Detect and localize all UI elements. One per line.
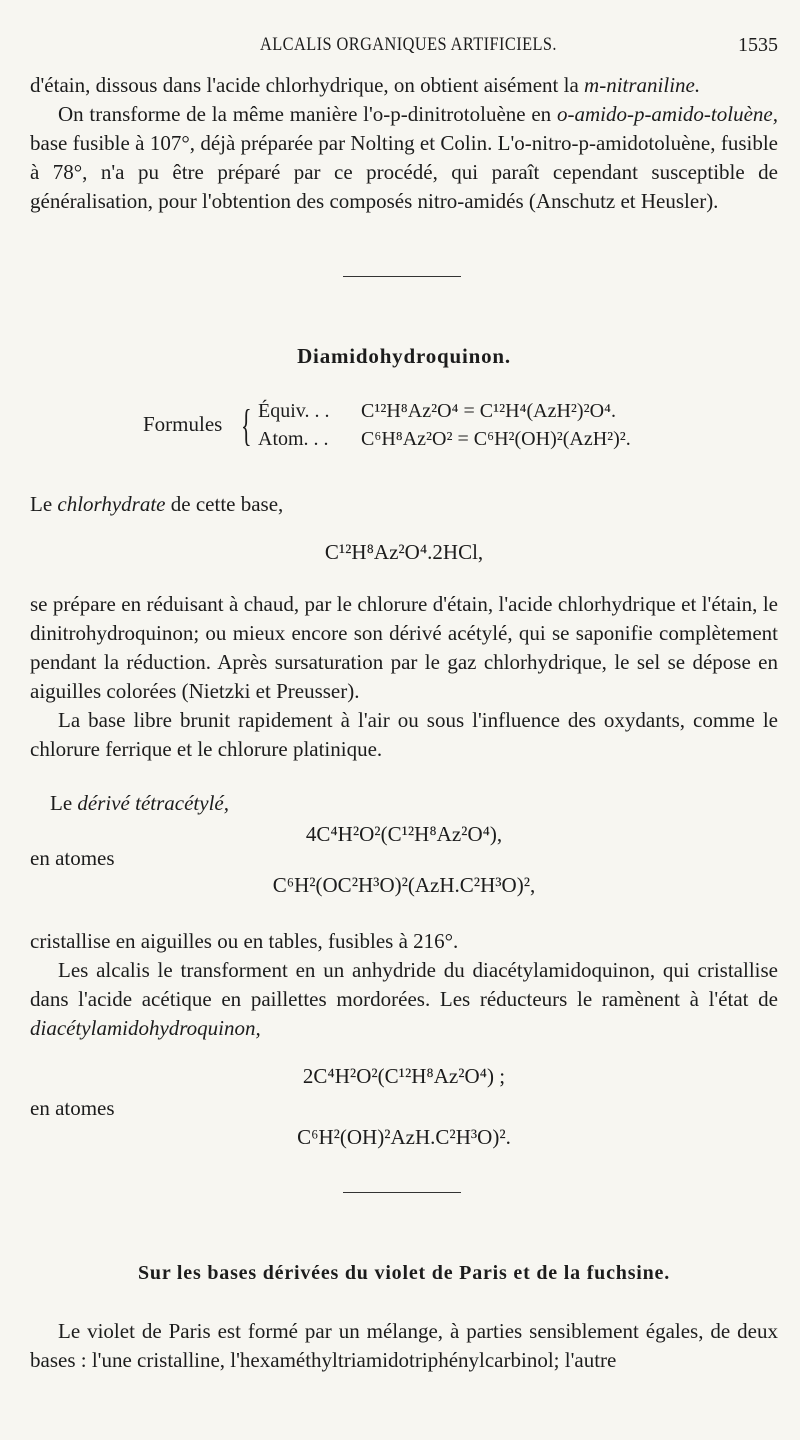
derive-line: Le dérivé tétracétylé, bbox=[50, 791, 229, 815]
intro-text bbox=[30, 71, 778, 216]
intro-paragraph-2: On transforme de la même manière l'o-p-dinitrotoluène en o-amido-p-amido-toluène, base fusible à 107°, déjà préparée par Nolting et Colin. L'o-nitro-p-amidotoluène, fusible à 78°, n'a pu être préparé par ce procédé, qui paraît cependant susceptible de généralisation, pour l'obtention des composés nitro-amidés (Anschutz et Heusler). bbox=[30, 102, 778, 213]
alcalis-paragraph: Les alcalis le transforment en un anhydride du diacétylamidoquinon, qui cristallise dans l'acide acétique en paillettes mordorées. Les réducteurs le ramènent à l'état de diacétylamidohydroquinon, bbox=[30, 958, 778, 1040]
section-title-diamidohydroquinon: Diamidohydroquinon. bbox=[297, 344, 511, 368]
en-atomes-label-2: en atomes bbox=[30, 1096, 115, 1120]
running-header bbox=[30, 34, 778, 64]
formula-value-atom: C⁶H⁸Az²O² = C⁶H²(OH)²(AzH²)². bbox=[361, 428, 631, 450]
formula-row-atom bbox=[258, 428, 631, 451]
intro-paragraph-1: d'étain, dissous dans l'acide chlorhydrique, on obtient aisément la m-nitraniline. bbox=[30, 73, 701, 97]
preparation-paragraph: se prépare en réduisant à chaud, par le chlorure d'étain, l'acide chlorhydrique et l'étain, le dinitrohydroquinon; ou mieux encore son dérivé acétylé, qui se saponifie complètement pendant la réduction. Après sursaturation par le gaz chlorhydrique, le sel se dépose en aiguilles colorées (Nietzki et Preusser). bbox=[30, 592, 778, 703]
section-divider-1 bbox=[343, 276, 461, 277]
chlorhydrate-intro bbox=[30, 490, 778, 519]
violet-text bbox=[30, 1317, 778, 1375]
preparation-text bbox=[30, 590, 778, 764]
formula-diacetyl: 2C⁴H²O²(C¹²H⁸Az²O⁴) ; bbox=[302, 1064, 506, 1088]
violet-paragraph: Le violet de Paris est formé par un mélange, à parties sensiblement égales, de deux bases : l'une cristalline, l'hexaméthyltriamidotriphénylcarbinol; l'autre bbox=[30, 1319, 778, 1372]
formula-chlorhydrate: C¹²H⁸Az²O⁴.2HCl, bbox=[324, 540, 484, 564]
page-number: 1535 bbox=[738, 34, 778, 56]
section-title-violet-de-paris: Sur les bases dérivées du violet de Paris et de la fuchsine. bbox=[137, 1262, 671, 1284]
page bbox=[30, 0, 778, 1440]
running-title: ALCALIS ORGANIQUES ARTIFICIELS. bbox=[260, 34, 557, 55]
chlorhydrate-line: Le chlorhydrate de cette base, bbox=[30, 492, 284, 516]
formulas-block bbox=[30, 398, 778, 460]
derive-intro bbox=[30, 789, 778, 818]
formula-diacetyl-atom: C⁶H²(OH)²AzH.C²H³O)². bbox=[297, 1125, 511, 1149]
formula-key-equiv: Équiv. . . bbox=[258, 400, 330, 422]
formula-tetracetyle-atom: C⁶H²(OC²H³O)²(AzH.C²H³O)², bbox=[272, 873, 536, 897]
cristallise-text bbox=[30, 927, 778, 1043]
formula-tetracetyle: 4C⁴H²O²(C¹²H⁸Az²O⁴), bbox=[305, 822, 503, 846]
formulas-label: Formules bbox=[143, 412, 223, 436]
en-atomes-label-1: en atomes bbox=[30, 846, 115, 870]
formula-row-equiv bbox=[258, 400, 616, 423]
section-divider-2 bbox=[343, 1192, 461, 1193]
formula-value-equiv: C¹²H⁸Az²O⁴ = C¹²H⁴(AzH²)²O⁴. bbox=[361, 400, 616, 422]
cristallise-paragraph: cristallise en aiguilles ou en tables, fusibles à 216°. bbox=[30, 929, 459, 953]
brace: { bbox=[241, 401, 252, 450]
formula-key-atom: Atom. . . bbox=[258, 428, 329, 450]
base-paragraph: La base libre brunit rapidement à l'air ou sous l'influence des oxydants, comme le chlorure ferrique et le chlorure platinique. bbox=[30, 708, 778, 761]
